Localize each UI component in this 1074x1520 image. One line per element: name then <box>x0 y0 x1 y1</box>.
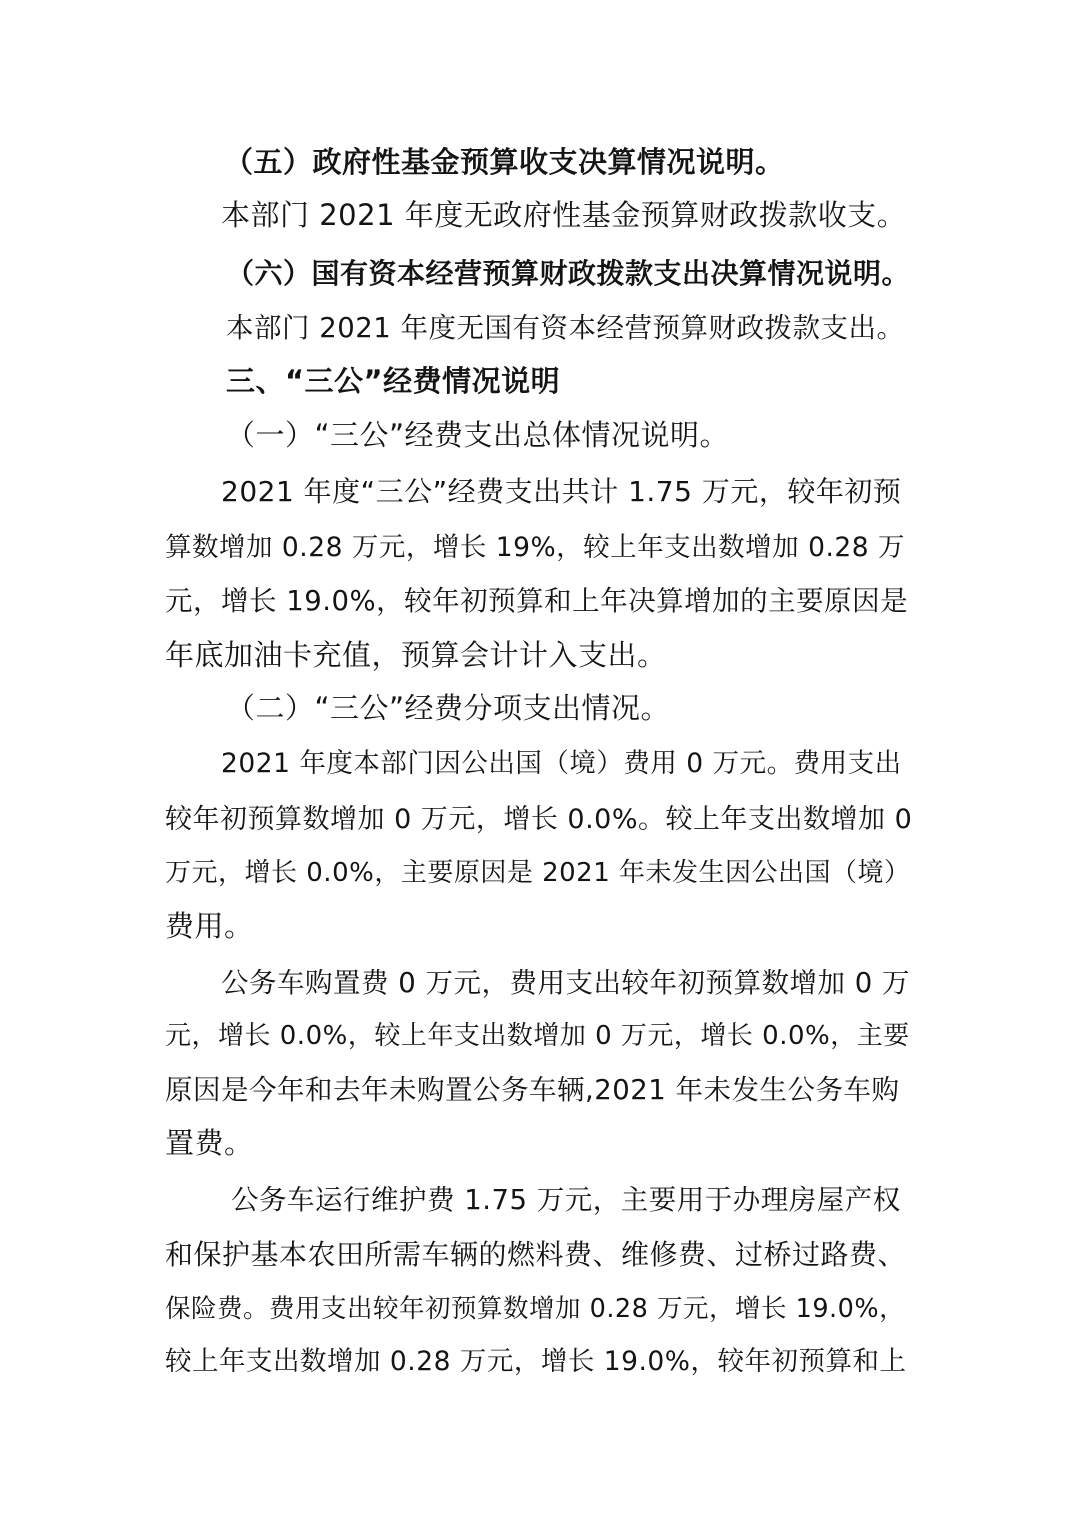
paragraph-line: 公务车购置费 0 万元，费用支出较年初预算数增加 0 万 <box>221 967 910 999</box>
paragraph-line: 费用。 <box>165 909 254 943</box>
paragraph-line: 较上年支出数增加 0.28 万元，增长 19.0%，较年初预算和上 <box>165 1346 907 1377</box>
section-heading-6: （六）国有资本经营预算财政拨款支出决算情况说明。 <box>226 257 911 290</box>
paragraph-line: 年底加油卡充值，预算会计计入支出。 <box>165 638 667 672</box>
paragraph-line: 保险费。费用支出较年初预算数增加 0.28 万元，增长 19.0%， <box>165 1294 906 1324</box>
paragraph-line: 置费。 <box>165 1126 254 1160</box>
paragraph-line: 本部门 2021 年度无国有资本经营预算财政拨款支出。 <box>226 312 905 344</box>
paragraph-line: 元，增长 19.0%，较年初预算和上年决算增加的主要原因是 <box>165 585 909 617</box>
paragraph-line: 元，增长 0.0%，较上年支出数增加 0 万元，增长 0.0%，主要 <box>165 1021 910 1051</box>
paragraph-line: 万元，增长 0.0%，主要原因是 2021 年未发生因公出国（境） <box>165 858 911 888</box>
chapter-heading-3: 三、“三公”经费情况说明 <box>226 364 561 398</box>
paragraph-line: 和保护基本农田所需车辆的燃料费、维修费、过桥过路费、 <box>165 1238 907 1271</box>
paragraph-line: 算数增加 0.28 万元，增长 19%，较上年支出数增加 0.28 万 <box>165 532 906 563</box>
paragraph-line: 较年初预算数增加 0 万元，增长 0.0%。较上年支出数增加 0 <box>165 804 913 835</box>
paragraph-line: 2021 年度本部门因公出国（境）费用 0 万元。费用支出 <box>221 748 902 779</box>
subsection-heading-2: （二）“三公”经费分项支出情况。 <box>226 691 671 725</box>
paragraph-line: 原因是今年和去年未购置公务车辆,2021 年未发生公务车购 <box>165 1074 900 1106</box>
paragraph-line: 2021 年度“三公”经费支出共计 1.75 万元，较年初预 <box>221 475 902 508</box>
paragraph-line: 本部门 2021 年度无政府性基金预算财政拨款收支。 <box>221 198 907 232</box>
section-heading-5: （五）政府性基金预算收支决算情况说明。 <box>224 145 785 179</box>
paragraph-line: 公务车运行维护费 1.75 万元，主要用于办理房屋产权 <box>231 1184 901 1216</box>
subsection-heading-1: （一）“三公”经费支出总体情况说明。 <box>226 418 730 452</box>
